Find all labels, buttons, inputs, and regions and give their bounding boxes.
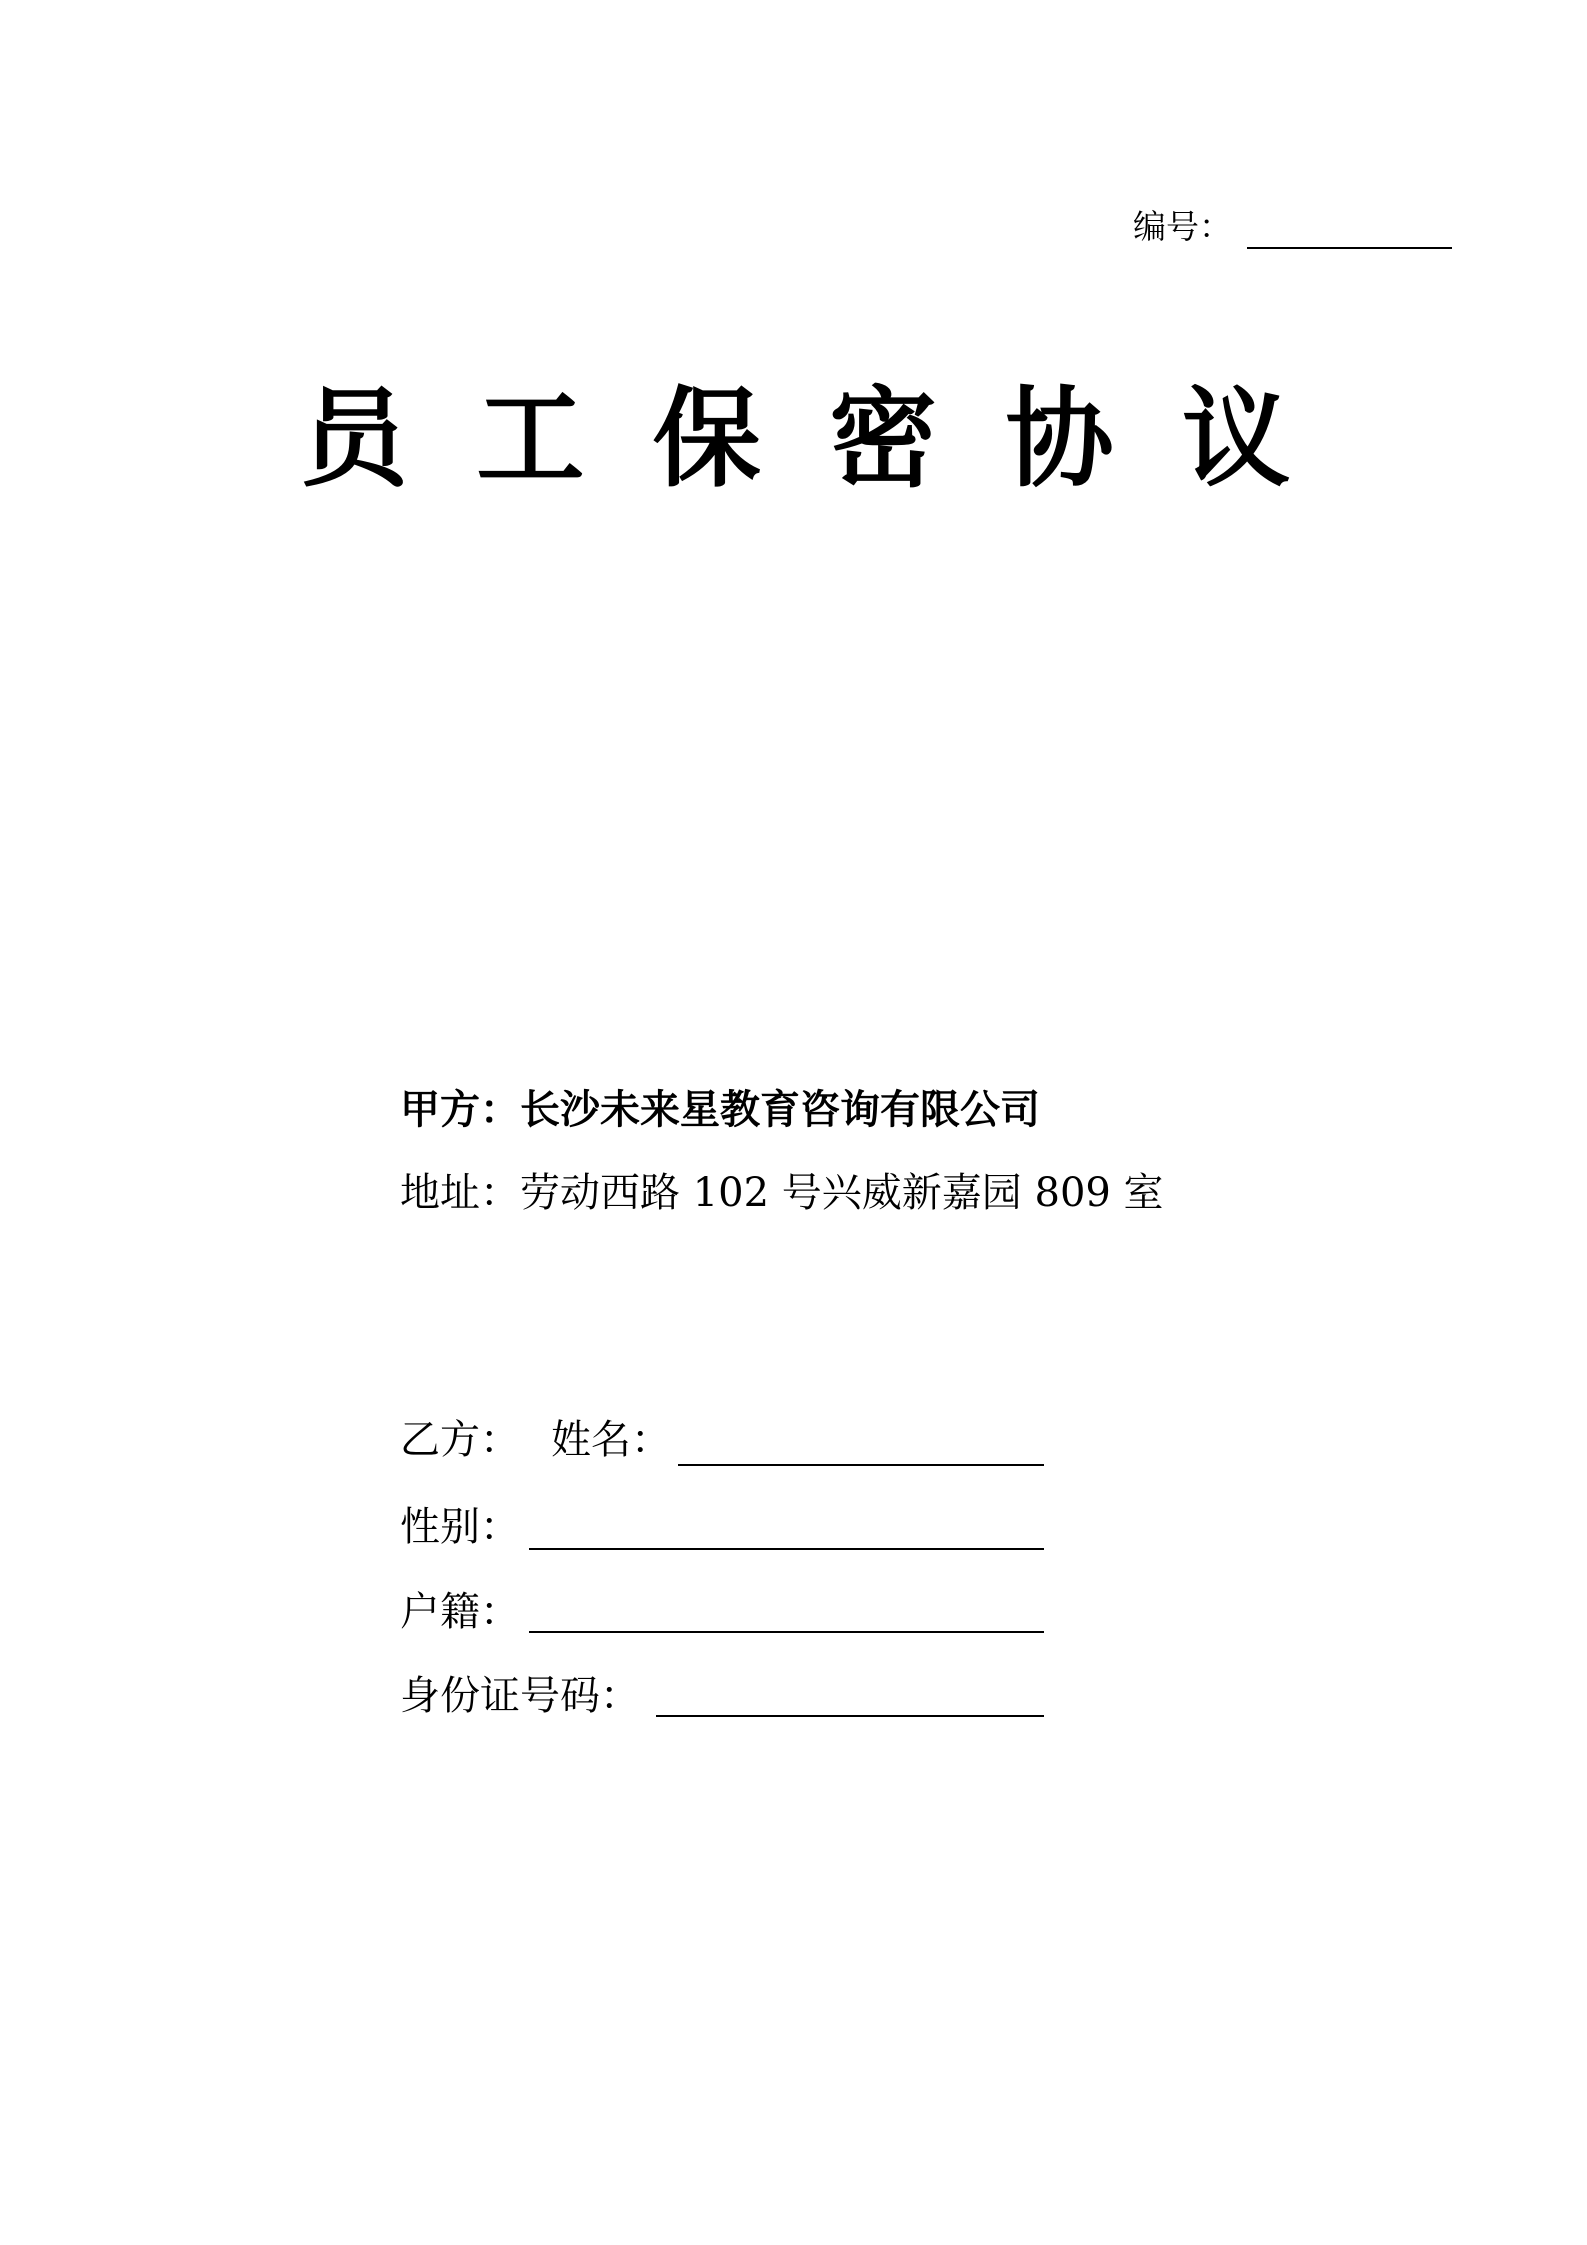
id-number-field[interactable] xyxy=(656,1715,1044,1717)
title-char: 议 xyxy=(1181,377,1290,502)
name-field[interactable] xyxy=(678,1464,1044,1466)
party-a-address-label: 地址： xyxy=(400,1170,520,1216)
hukou-field[interactable] xyxy=(529,1631,1044,1633)
title-char: 员 xyxy=(300,377,409,502)
id-number-label: 身份证号码： xyxy=(400,1673,640,1719)
title-char: 密 xyxy=(829,377,938,502)
party-a-name: 长沙未来星教育咨询有限公司 xyxy=(520,1086,1040,1133)
party-a-address: 劳动西路 102 号兴威新嘉园 809 室 xyxy=(520,1170,1164,1216)
title-char: 保 xyxy=(652,377,761,502)
party-a-label: 甲方： xyxy=(400,1086,520,1133)
gender-field[interactable] xyxy=(529,1548,1044,1550)
serial-number-label: 编号： xyxy=(1133,207,1232,246)
document-title xyxy=(300,375,1290,505)
title-char: 工 xyxy=(476,377,585,502)
party-b-label: 乙方： xyxy=(400,1417,520,1463)
party-a-row xyxy=(400,1080,1040,1140)
gender-label: 性别： xyxy=(400,1504,520,1550)
party-a-address-row xyxy=(400,1163,1164,1223)
hukou-label: 户籍： xyxy=(400,1589,520,1635)
title-char: 协 xyxy=(1005,377,1114,502)
serial-number-field[interactable] xyxy=(1247,247,1452,249)
name-label: 姓名： xyxy=(551,1417,671,1463)
